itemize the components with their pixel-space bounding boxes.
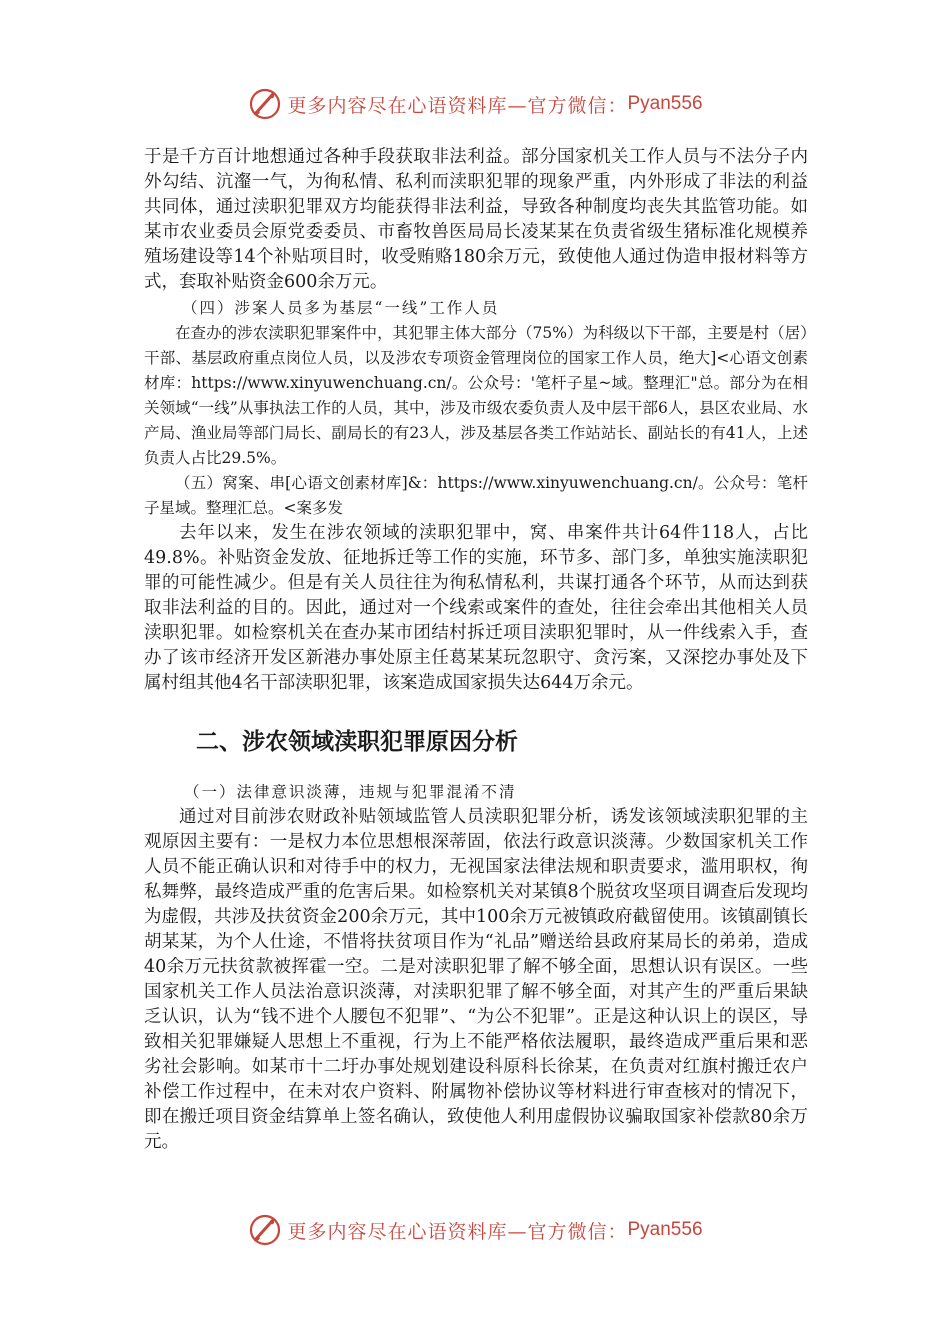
section-heading-5: （五）窝案、串[心语文创素材库]&：https://www.xinyuwenchuang.cn/。公众号：笔杆子星域。整理汇总。<案多发 xyxy=(144,474,808,517)
banner-text: 更多内容尽在心语资料库—官方微信： xyxy=(287,94,628,117)
paragraph: 去年以来，发生在涉农领域的渎职犯罪中，窝、串案件共计64件118人，占比49.8%。补贴资金发放、征地拆迁等工作的实施，环节多、部门多，单独实施渎职犯罪的可能性减少。但是有关人员往往为徇私情私利，共谋打通各个环节，从而达到获取非法利益的目的。因此，通过对一个线索或案件的查处，往往会牵出其他相关人员渎职犯罪。如检察机关在查办某市团结村拆迁项目渎职犯罪时，从一件线索入手，查办了该市经济开发区新港办事处原主任葛某某玩忽职守、贪污案，又深挖办事处及下属村组其他4名干部渎职犯罪，该案造成国家损失达644万余元。 xyxy=(144,523,808,693)
brush-logo-icon xyxy=(247,1212,283,1248)
document-body xyxy=(144,145,808,1155)
watermark-banner-top xyxy=(0,86,950,122)
banner-wechat-id: Pyan556 xyxy=(627,1219,703,1240)
section-heading-1: （一）法律意识淡薄，违规与犯罪混淆不清 xyxy=(184,783,517,801)
banner-wechat-id: Pyan556 xyxy=(627,93,703,114)
watermark-banner-bottom xyxy=(0,1212,950,1248)
brush-logo-icon xyxy=(247,86,283,122)
paragraph: 于是千方百计地想通过各种手段获取非法利益。部分国家机关工作人员与不法分子内外勾结、沆瀣一气，为徇私情、私利而渎职犯罪的现象严重，内外形成了非法的利益共同体，通过渎职犯罪双方均能获得非法利益，导致各种制度均丧失其监管功能。如某市农业委员会原党委委员、市畜牧兽医局局长凌某某在负责省级生猪标准化规模养殖场建设等14个补贴项目时，收受贿赂180余万元，致使他人通过伪造申报材料等方式，套取补贴资金600余万元。 xyxy=(144,147,808,292)
paragraph: 通过对目前涉农财政补贴领域监管人员渎职犯罪分析，诱发该领域渎职犯罪的主观原因主要有：一是权力本位思想根深蒂固，依法行政意识淡薄。少数国家机关工作人员不能正确认识和对待手中的权力，无视国家法律法规和职责要求，滥用职权，徇私舞弊，最终造成严重的危害后果。如检察机关对某镇8个脱贫攻坚项目调查后发现均为虚假，共涉及扶贫资金200余万元，其中100余万元被镇政府截留使用。该镇副镇长胡某某，为个人仕途，不惜将扶贫项目作为“礼品”赠送给县政府某局长的弟弟，造成40余万元扶贫款被挥霍一空。二是对渎职犯罪了解不够全面，思想认识有误区。一些国家机关工作人员法治意识淡薄，对渎职犯罪了解不够全面，对其产生的严重后果缺乏认识，认为“钱不进个人腰包不犯罪”、“为公不犯罪”。正是这种认识上的误区，导致相关犯罪嫌疑人思想上不重视，行为上不能严格依法履职，最终造成严重后果和恶劣社会影响。如某市十二圩办事处规划建设科原科长徐某，在负责对红旗村搬迁农户补偿工作过程中，在未对农户资料、附属物补偿协议等材料进行审查核对的情况下，即在搬迁项目资金结算单上签名确认，致使他人利用虚假协议骗取国家补偿款80余万元。 xyxy=(144,807,808,1152)
section-heading-4: （四）涉案人员多为基层“一线”工作人员 xyxy=(182,299,500,317)
banner-text: 更多内容尽在心语资料库—官方微信： xyxy=(287,1220,628,1243)
chapter-heading: 二、涉农领域渎职犯罪原因分析 xyxy=(196,729,518,755)
paragraph: 在查办的涉农渎职犯罪案件中，其犯罪主体大部分（75%）为科级以下干部，主要是村（居）干部、基层政府重点岗位人员，以及涉农专项资金管理岗位的国家工作人员，绝大]<心语文创素材库：https://www.xinyuwenchuang.cn/。公众号：'笔杆子星~域。整理汇"总。部分为在相关领域“一线”从事执法工作的人员，其中，涉及市级农委负责人及中层干部6人，县区农业局、水产局、渔业局等部门局长、副局长的有23人，涉及基层各类工作站站长、副站长的有41人，上述负责人占比29.5%。 xyxy=(144,324,808,467)
